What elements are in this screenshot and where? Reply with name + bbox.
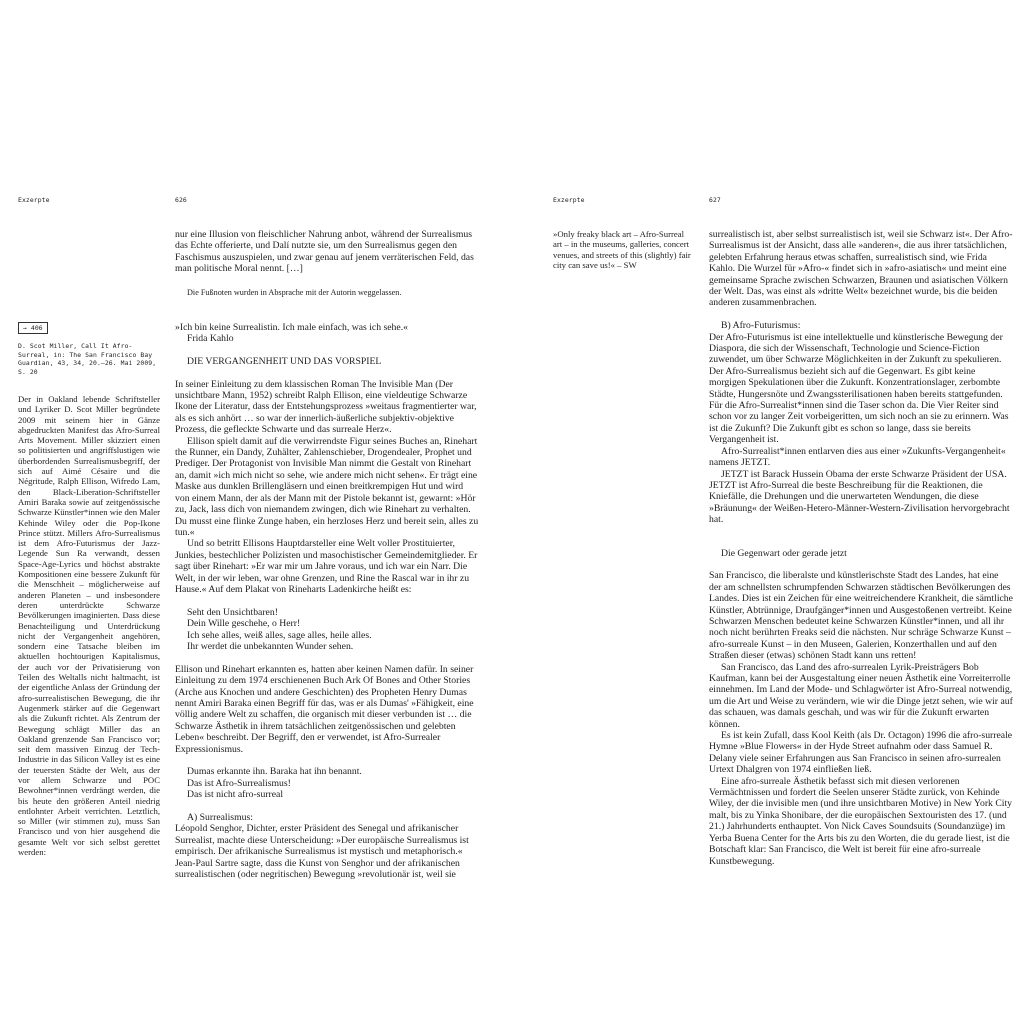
right-main-column [709, 229, 1013, 867]
paragraph-rinehart: Ellison spielt damit auf die verwirrendste Figur seines Buches an, Rinehart the Runner, ein Dandy, Zuhälter, Zahlenschieber, Drogendealer, Prophet und Prediger. Der Protagonist von Invisible Man nimmt die Gestalt von Rinehart an, damit »ich mich nicht so sehe, wie andere mich nicht sehen«. Er trägt eine Maske aus dunklen Brillengläsern und einen breitkrempigen Hut und wird von einem Mann, der als der Mann mit der Pistole bekannt ist, gewarnt: »Hör zu, Jack, lass dich von niemandem zwingen, dich wie Rinehart zu verhalten. Du musst eine flinke Zunge haben, ein herzloses Herz und bereit sein, alles zu tun.« [175, 435, 479, 538]
paragraph-world: Und so betritt Ellisons Hauptdarsteller eine Welt voller Prostituierter, Junkies, bestechlicher Polizisten und masochistischer Gemeindemitglieder. Er sagt über Rinehart: »Er war mir um Jahre voraus, und ich war ein Narr. Die Welt, in der wir leben, war ohne Grenzen, und Rine the Rascal war in ihr zu Hause.« Auf dem Plakat von Rineharts Ladenkirche heißt es: [175, 538, 478, 595]
paragraph-obama: JETZT ist Barack Hussein Obama der erste Schwarze Präsident der USA. JETZT ist Afro-Surreal die beste Beschreibung für die Reaktionen, die Kniefälle, die Drehungen und die unerwarteten Wendungen, die diese »Bräunung« der Weißen-Hetero-Männer-Western-Zivilisation hervorgebracht hat. [709, 468, 1010, 526]
section-heading-present: Die Gegenwart oder gerade jetzt [721, 547, 847, 559]
paragraph-senghor: Léopold Senghor, Dichter, erster Präsident des Senegal und afrikanischer Surrealist, machte diese Unterscheidung: »Der europäische Surrealismus ist empirisch. Der afrikanische Surrealismus ist mystisch und metaphorisch.« Jean-Paul Sartre sagte, dass die Kunst von Senghor und der afrikanischen surrealistischen (oder negritischen) Bewegung »revolutionär ist, weil sie [175, 823, 469, 881]
paragraph-baraka: Ellison und Rinehart erkannten es, hatten aber keinen Namen dafür. In seiner Einleitung zu dem 1974 erschienenen Buch Ark Of Bones and Other Stories (Arche aus Knochen und andere Geschichten) des Propheten Henry Dumas nennt Amiri Baraka einen Begriff für das, was er als Dumas' »Fähigkeit, eine völlig andere Welt zu schaffen, die organisch mit dieser verbunden ist … die Schwarze Ästhetik in ihrem tatsächlichen zeitgenössischen und gelebten Leben« beschreibt. Der Begriff, den er verwendet, ist Afro-Surrealer Expressionismus. [175, 663, 474, 755]
poem-dumas [175, 766, 479, 800]
left-running-head: Exzerpte [18, 196, 50, 204]
kahlo-attribution: Frida Kahlo [187, 333, 234, 345]
section-heading-past: DIE VERGANGENHEIT UND DAS VORSPIEL [187, 355, 382, 367]
poem-line: Ihr werdet die unbekannten Wunder sehen. [187, 640, 354, 652]
left-page-number: 626 [175, 196, 187, 204]
right-running-head: Exzerpte [553, 196, 585, 204]
paragraph-jetzt: Afro-Surrealist*innen entlarven dies aus einer »Zukunfts-Vergangenheit« namens JETZT. [709, 445, 1006, 469]
paragraph-continuation: surrealistisch ist, aber selbst surrealistisch ist, weil sie Schwarz ist«. Der Afro-Surrealismus ist der Ansicht, dass alle »anderen«, die aus ihrer tatsächlichen, gelebten Erfahrung heraus etwas schaffen, surrealistisch sind, wie Frida Kahlo. Die Wurzel für »Afro-« findet sich in »afro-asiatisch« und meint eine gemeinsame Sprache zwischen Schwarzen, Braunen und asiatischen Völkern der Welt. Das, was einst als »dritte Welt« bezeichnet wurde, bis die beiden anderen zusammenbrachen. [709, 229, 1013, 309]
pull-quote: »Only freaky black art – Afro-Surreal art – in the museums, galleries, concert venues, and streets of this (slightly) fair city can save us!« – SW [553, 229, 691, 270]
poem-line: Ich sehe alles, weiß alles, sage alles, heile alles. [187, 629, 372, 641]
paragraph-kaufman: San Francisco, das Land des afro-surrealen Lyrik-Preisträgers Bob Kaufman, kann bei der Ausgestaltung einer neuen Ästhetik eine Vorreiterrolle einnehmen. Im Land der Mode- und Schlagwörter ist Afro-Surreal notwendig, um die Art und Weise zu verändern, wie wir die Dinge jetzt sehen, wie wir auf das schauen, was damals geschah, und was wir für die Zukunft erwarten können. [709, 661, 1013, 730]
section-heading-surrealism: A) Surrealismus: [187, 812, 253, 823]
paragraph-ellison: In seiner Einleitung zu dem klassischen Roman The Invisible Man (Der unsichtbare Mann, 1952) schreibt Ralph Ellison, eine vieldeutige Schwarze Ikone der Literatur, dass der Entstehungsprozess »weitaus fragmentierter war, als es sich anhört … so war der innerlich-äußerliche subjektiv-objektive Prozess, die gefleckte Schwarte und das surreale Herz«. [175, 378, 477, 436]
section-heading-afrofuturism: B) Afro-Futurismus: [721, 320, 801, 332]
paragraph-afrofuturism: Der Afro-Futurismus ist eine intellektuelle und künstlerische Bewegung der Diaspora, die sich der Wissenschaft, Technologie und Science-Fiction zuwendet, um über Schwarze Möglichkeiten in der Zukunft zu spekulieren. Der Afro-Surrealismus bezieht sich auf die Gegenwart. Es gibt keine morgigen Spekulationen über die Zukunft. Konzentrationslager, zerbombte Städte, Hungersnöte und Zwangssterilisationen haben bereits stattgefunden. Für die Afro-Surrealist*innen sind die Taser schon da. Die Vier Reiter sind schon vor zu langer Zeit vorbeigeritten, um sich noch an sie zu erinnern. Was ist die Zukunft? Die Zukunft gibt es schon so lange, dass sie bereits Vergangenheit ist. [709, 331, 1009, 446]
paragraph-san-francisco: San Francisco, die liberalste und künstlerischste Stadt des Landes, hat eine der am schnellsten schrumpfenden Schwarzen städtischen Bevölkerungen des Landes. Dies ist ein Zeichen für eine weitreichendere Krankheit, die sämtliche Künstler, Abtrünnige, Draufgänger*innen und Ausgestoßenen vertreibt. Keine Schwarzen Menschen bedeutet keine Schwarzen Künstler*innen, und all ihr noch nicht berührten Freaks seid die nächsten. Nur schräge Schwarze Kunst – afro-surreale Kunst – in den Museen, Galerien, Konzerthallen und auf den Straßen dieser (etwas) schönen Stadt kann uns retten! [709, 570, 1013, 662]
footnote-notice: Die Fußnoten wurden in Absprache mit der Autorin weggelassen. [187, 287, 402, 297]
kahlo-quote: »Ich bin keine Surrealistin. Ich male einfach, was ich sehe.« [175, 321, 408, 333]
poem-storefront [175, 607, 479, 653]
source-citation: D. Scot Miller, Call It Afro-Surreal, in: The San Francisco Bay Guardian, 43, 34, 20.–26. Mai 2009, S. 20 [18, 342, 157, 376]
sidebar-commentary: Der in Oakland lebende Schriftsteller und Lyriker D. Scot Miller begründete 2009 mit seinem hier in Gänze abgedruckten Manifest das Afro-Surreal Arts Movement. Miller skizziert einen so politisierten und angriffslustigen wie überbordenden Surrealismusbegriff, der sich auf Aimé Césaire und die Négritude, Ralph Ellison, Wifredo Lam, den Black-Liberation-Schriftsteller Amiri Baraka sowie auf zeitgenössische Schwarze Künstler*innen wie den Maler Kehinde Wiley oder die Pop-Ikone Prince stützt. Millers Afro-Surrealismus ist dem Afro-Futurismus der Jazz-Legende Sun Ra verwandt, dessen Space-Age-Lyrics und höchst abstrakte Kompositionen eine bessere Zukunft für die Menschheit – möglicherweise auf anderen Planeten – und insbesondere deren unterdrückte Schwarze Bevölkerungen imaginierten. Dass diese Benachteiligung und Unterdrückung nicht der Vergangenheit angehören, sondern eine Tatsache bleiben im aktuellen hochtourigen Kapitalismus, der auch vor der Privatisierung von Teilen des Weltalls nicht haltmacht, ist der eigentliche Anlass der Gründung der afro-surrealistischen Bewegung, die ihr Augenmerk stärker auf die Gegenwart als die Zukunft richtet. Als Zentrum der Bewegung schlägt Miller das an Oakland grenzende San Francisco vor; seit dem massiven Einzug der Tech-Industrie in das Silicon Valley ist es eine der teuersten Städte der Welt, aus der vor allem Schwarze und POC Bewohner*innen verdrängt werden, die bis heute den größeren Anteil niedrig entlohnter Arbeit verrichten. Letztlich, so Miller (wir stimmen zu), muss San Francisco und von hier ausgehend die gesamte Welt vor sich selbst gerettet werden: [18, 394, 160, 858]
cross-reference-label: → 406 [18, 322, 48, 334]
poem-line: Das ist Afro-Surrealismus! [187, 777, 291, 789]
cross-reference-marker[interactable] [18, 322, 48, 334]
left-main-column [175, 229, 479, 880]
poem-line: Seht den Unsichtbaren! [187, 606, 278, 618]
poem-line: Dumas erkannte ihn. Baraka hat ihn benannt. [187, 766, 362, 778]
intro-paragraph: nur eine Illusion von fleischlicher Nahrung anbot, während der Surrealismus das Echte offerierte, und Dalí nutzte sie, um den Surrealismus gegen den Faschismus auszuspielen, und zwar genau auf jenem verräterischen Feld, das man politische Moral nennt. […] [175, 229, 474, 275]
poem-line: Dein Wille geschehe, o Herr! [187, 618, 301, 630]
paragraph-aesthetic: Eine afro-surreale Ästhetik befasst sich mit diesen verlorenen Vermächtnissen und fordert die Seelen unserer Städte zurück, von Kehinde Wiley, der die invisible men (und ihre unsichtbaren Motive) in New York City malt, bis zu Yinka Shonibare, der die europäischen Sextouristen des 17. (und 21.) Jahrhunderts enthauptet. Von Nick Caves Soundsuits (Soundanzüge) im Yerba Buena Center for the Arts bis zu den Worten, die du gerade liest, ist die Botschaft klar: San Francisco, die Welt ist bereit für eine afro-surreale Kunstbewegung. [709, 775, 1013, 867]
right-page-number: 627 [709, 196, 721, 204]
paragraph-kool-keith: Es ist kein Zufall, dass Kool Keith (als Dr. Octagon) 1996 die afro-surreale Hymne »Blue Flowers« in der Hyde Street aufnahm oder dass Samuel R. Delany viele seiner Erfahrungen aus San Francisco in seinen afro-surrealen Urtext Dhalgren von 1974 einfließen ließ. [709, 730, 1013, 776]
poem-line: Das ist nicht afro-surreal [187, 789, 284, 801]
